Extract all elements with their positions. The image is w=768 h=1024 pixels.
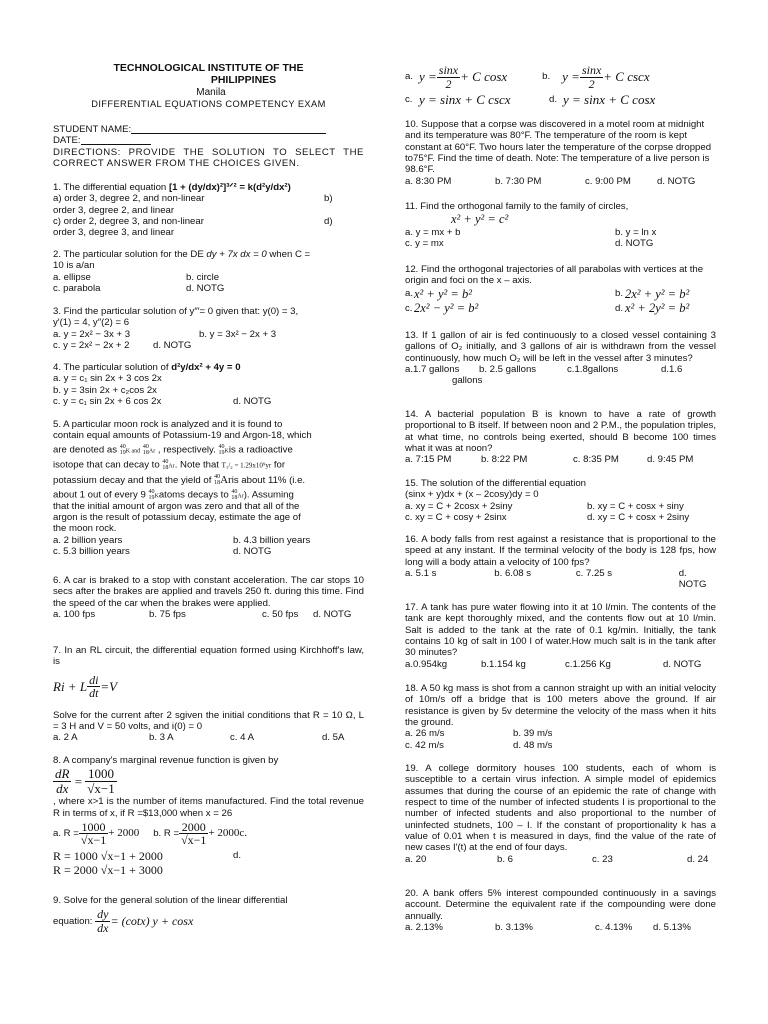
city: Manila xyxy=(196,86,226,98)
question-13 xyxy=(405,330,716,387)
q8-equation: $\frac{dR}{dx}$ = $\frac{1000}{√x-1}$ xyxy=(55,766,115,796)
q8-options-ab xyxy=(53,819,364,849)
q10-option-b[interactable]: b. 7:30 PM xyxy=(495,175,542,187)
q8-eq-rhs-den: √x−1 xyxy=(87,780,115,796)
q18-text: 18. A 50 kg mass is shot from a cannon straight up with an initial velocity of 10m/s off a bridge that is 100 meters above the ground. If air resistance is given by 5v determine the velocity of the mass when it hits the ground. xyxy=(405,683,716,728)
q5-half-life: T₁/₂ = 1.29x10⁹yr xyxy=(221,461,272,470)
q1-option-c[interactable]: c) order 2, degree 3, and non-linear xyxy=(53,215,204,227)
q11-option-c[interactable]: c. y = mx xyxy=(405,238,444,250)
q9-eq-num: dy xyxy=(97,907,109,922)
q11-text: 11. Find the orthogonal family to the family of circles, xyxy=(405,201,629,212)
q12-option-b[interactable]: 2x² + y² = b² xyxy=(625,286,690,301)
q7-option-a[interactable]: a. 2 A xyxy=(53,732,78,744)
q5-line4e: for xyxy=(273,459,286,471)
q18-option-d[interactable]: d. 48 m/s xyxy=(513,739,553,751)
question-5 xyxy=(53,419,364,557)
q3-option-b[interactable]: b. y = 3x² − 2x + 3 xyxy=(199,328,277,340)
q11-option-b[interactable]: b. y = ln x xyxy=(615,227,657,239)
q16-option-b[interactable]: b. 6.08 s xyxy=(494,567,532,579)
q5-potassium-symbol-2: K xyxy=(224,448,229,455)
q12-option-a[interactable]: x² + y² = b² xyxy=(414,286,472,301)
q5-mass-number: 40 xyxy=(119,443,126,450)
q15-option-a[interactable]: a. xy = C + 2cosx + 2siny xyxy=(405,500,513,512)
q5-potassium-symbol-3: K xyxy=(154,493,159,500)
q7-eq-left: Ri + L xyxy=(53,678,88,694)
q15-option-d[interactable]: d. xy = C + cosx + 2siny xyxy=(587,511,690,523)
question-4 xyxy=(53,362,364,407)
q8-option-b-num: 2000 xyxy=(179,821,208,835)
q9-option-a-num: sinx xyxy=(438,62,459,77)
q6-option-a[interactable]: a. 100 fps xyxy=(53,608,96,620)
q1-option-d[interactable]: order 3, degree 3, and linear xyxy=(53,227,175,239)
question-12 xyxy=(405,264,716,316)
q5-option-b[interactable]: b. 4.3 billion years xyxy=(233,534,311,546)
q14-option-b[interactable]: b. 8:22 PM xyxy=(481,454,528,466)
q2-text3: 10 is a/an xyxy=(53,260,95,272)
q5-mass-number-7: 40 xyxy=(231,488,238,495)
q19-option-b[interactable]: b. 6 xyxy=(497,853,514,865)
q2-equation: dy + 7x dx = 0 xyxy=(206,249,267,260)
q15-option-c[interactable]: c. xy = C + cosy + 2sinx xyxy=(405,511,507,523)
q5-line3d: , respectively. xyxy=(157,444,216,456)
q1-option-b-label[interactable]: b) xyxy=(324,193,333,205)
q9-eq-rhs: = (cotx) y + cosx xyxy=(110,914,194,929)
q1-option-b[interactable]: order 3, degree 2, and linear xyxy=(53,204,175,216)
q5-atomic-number-k-3: 19 xyxy=(148,494,155,501)
q8-option-a-tail[interactable]: + 2000 xyxy=(108,827,140,840)
q4-option-d[interactable]: d. NOTG xyxy=(233,395,272,407)
question-7 xyxy=(53,645,364,744)
q5-mass-number-6: 40 xyxy=(148,488,155,495)
question-14 xyxy=(405,409,716,466)
q5-line4a: isotope that can decay to xyxy=(53,459,160,471)
exam-title: DIFFERENTIAL EQUATIONS COMPETENCY EXAM xyxy=(91,98,326,109)
q3-option-c[interactable]: c. y = 2x² − 2x + 2 xyxy=(53,339,130,351)
q9-option-c[interactable]: y = sinx + C cscx xyxy=(419,92,511,107)
q13-option-b[interactable]: b. 2.5 gallons xyxy=(479,363,537,375)
question-6 xyxy=(53,575,364,620)
question-11 xyxy=(405,201,716,250)
q5-argon-symbol-3: Ar xyxy=(220,473,232,486)
q19-option-a[interactable]: a. 20 xyxy=(405,853,427,865)
q5-argon-symbol: Ar xyxy=(148,448,156,455)
q14-text: 14. A bacterial population B is known to have a rate of growth proportional to B itself. If between noon and 2 P.M., the population triples, at what time, no controls being exerted, should B become 100 times what it was at noon? xyxy=(405,409,716,454)
q17-option-d[interactable]: d. NOTG xyxy=(663,658,702,670)
q1-text: 1. The differential equation xyxy=(53,182,167,193)
q9-option-b-num: sinx xyxy=(581,62,602,77)
q5-atomic-number-k: 19 xyxy=(119,449,126,456)
q16-option-c[interactable]: c. 7.25 s xyxy=(575,567,613,579)
q7-option-b[interactable]: b. 3 A xyxy=(149,732,174,744)
q5-line7: that the initial amount of argon was zero and that all of the xyxy=(53,500,300,512)
q9-option-a-tail[interactable]: + C cosx xyxy=(460,69,508,85)
q5-atomic-number-ar: 18 xyxy=(142,449,149,456)
q5-line3a: are denoted as xyxy=(53,444,118,456)
question-18 xyxy=(405,683,716,751)
q2-text: 2. The particular solution for the DE xyxy=(53,249,204,260)
q8-eq-rhs-num: 1000 xyxy=(85,767,116,782)
q20-option-b[interactable]: b. 3.13% xyxy=(495,921,533,933)
q13-option-a-unit: gallons xyxy=(452,375,483,387)
q5-argon-symbol-2: Ar xyxy=(168,463,175,470)
q13-text: 13. If 1 gallon of air is fed continuously to a closed vessel containing 3 gallons of O₂ initially, and 3 gallons of air is withdrawn from the vessel continuously, how much O₂ will be left in the vessel after 3 minutes? xyxy=(405,330,716,364)
q12-option-b-label[interactable]: b. xyxy=(615,288,624,300)
q8-option-a-num: 1000 xyxy=(79,821,108,835)
q18-option-c[interactable]: c. 42 m/s xyxy=(405,739,444,751)
q5-mass-number-4: 40 xyxy=(162,458,169,465)
question-2 xyxy=(53,249,364,294)
q13-option-d[interactable]: d.1.6 xyxy=(661,363,683,375)
q5-option-a[interactable]: a. 2 billion years xyxy=(53,534,123,546)
q3-option-d[interactable]: d. NOTG xyxy=(153,339,192,351)
q5-atomic-number-k-2: 19 xyxy=(218,449,225,456)
question-15 xyxy=(405,478,716,523)
directions: DIRECTIONS: PROVIDE THE SOLUTION TO SELECT THE CORRECT ANSWER FROM THE CHOICES GIVEN. xyxy=(53,146,364,169)
q7-option-c[interactable]: c. 4 A xyxy=(230,732,254,744)
q2-option-c[interactable]: c. parabola xyxy=(53,282,101,294)
q9-eq-den: dx xyxy=(97,920,109,935)
q5-argon-symbol-4: Ar xyxy=(237,493,244,500)
q4-option-b[interactable]: b. y = 3sin 2x + c₂cos 2x xyxy=(53,384,157,396)
q14-option-a[interactable]: a. 7:15 PM xyxy=(405,454,452,466)
q6-option-c[interactable]: c. 50 fps xyxy=(262,608,299,620)
q9-text2: equation: xyxy=(53,915,93,927)
q12-text: 12. Find the orthogonal trajectories of all parabolas with vertices at the origin and foci on the x – axis. xyxy=(405,264,704,287)
q3-option-a[interactable]: a. y = 2x² − 3x + 3 xyxy=(53,328,131,340)
q2-option-a[interactable]: a. ellipse xyxy=(53,271,91,283)
q12-option-d-label[interactable]: d. xyxy=(615,303,624,315)
q7-option-d[interactable]: d. 5A xyxy=(322,732,345,744)
q20-option-d[interactable]: d. 5.13% xyxy=(653,921,691,933)
q7-eq-right: =V xyxy=(100,678,118,694)
q5-line6e: ). Assuming xyxy=(243,489,294,501)
q8-option-d-label[interactable]: d. xyxy=(233,850,242,862)
q9-option-a-eq[interactable]: y = xyxy=(419,69,437,85)
q9-option-b-tail[interactable]: + C cscx xyxy=(603,69,650,85)
q5-line5c: is about 11% (i.e. xyxy=(231,474,306,486)
q17-option-c[interactable]: c.1.256 Kg xyxy=(565,658,611,670)
q4-option-a[interactable]: a. y = c₁ sin 2x + 3 cos 2x xyxy=(53,373,162,385)
q18-option-b[interactable]: b. 39 m/s xyxy=(513,728,553,740)
question-19 xyxy=(405,763,716,865)
q12-option-c[interactable]: 2x² − y² = b² xyxy=(414,301,479,316)
q17-text: 17. A tank has pure water flowing into it at 10 l/min. The contents of the tank are kept thoroughly mixed, and the contents flow out at 10 l/min. Salt is added to the tank at the rate of 0.1 kg/min. Initially, the tank contains 10 kg of salt in 100 l of water.How much salt is in the tank after 30 minutes? xyxy=(405,602,716,659)
q16-option-a[interactable]: a. 5.1 s xyxy=(405,567,437,579)
q12-option-a-label[interactable]: a. xyxy=(405,288,414,300)
q4-option-c[interactable]: c. y = c₁ sin 2x + 6 cos 2x xyxy=(53,395,162,407)
q16-text: 16. A body falls from rest against a resistance that is proportional to the speed at any instant. If the terminal velocity of the body is 128 fps, how long will a body attain a velocity of 100 fps? xyxy=(405,534,716,568)
question-8 xyxy=(53,755,364,877)
q2-option-d[interactable]: d. NOTG xyxy=(186,282,225,294)
q3-text: 3. Find the particular solution of y″′= 0 given that: y(0) = 3, xyxy=(53,306,299,317)
question-10 xyxy=(405,119,716,187)
q8-eq-lhs-num: dR xyxy=(55,766,70,782)
q11-option-a[interactable]: a. y = mx + b xyxy=(405,227,461,239)
q4-equation: d²y/dx² + 4y = 0 xyxy=(171,362,241,373)
q6-text: 6. A car is braked to a stop with constant acceleration. The car stops 10 secs after the brakes are applied and travels 250 ft. during this time. Find the speed of the car when the brakes were applied. xyxy=(53,575,364,609)
q13-option-a[interactable]: a.1.7 gallons xyxy=(405,363,460,375)
q19-option-c[interactable]: c. 23 xyxy=(592,853,613,865)
q7-eq-num: di xyxy=(89,672,99,687)
q20-text: 20. A bank offers 5% interest compounded continuously in a savings account. Determine the equivalent rate if the compounding were done annually. xyxy=(405,888,716,922)
student-name-label: STUDENT NAME: xyxy=(53,124,132,135)
q5-mass-number-5: 40 xyxy=(214,474,221,481)
q5-potassium-symbol: K and xyxy=(125,448,141,455)
q11-equation: x² + y² = c² xyxy=(451,212,509,227)
q10-option-a[interactable]: a. 8:30 PM xyxy=(405,175,452,187)
date-label: DATE: xyxy=(53,135,81,147)
q12-option-c-label[interactable]: c. xyxy=(405,303,413,315)
q7-eq-den: dt xyxy=(89,686,99,701)
q1-equation: [1 + (dy/dx)²]³ᐟ² = k(d²y/dx²) xyxy=(168,182,291,193)
q8-option-d[interactable]: R = 2000 √x−1 + 3000 xyxy=(53,863,163,878)
q5-atomic-number-ar-2: 18 xyxy=(162,464,169,471)
q8-option-a-label[interactable]: a. R = xyxy=(53,828,79,840)
q17-option-b[interactable]: b.1.154 kg xyxy=(481,658,526,670)
q9-option-b-eq[interactable]: y = xyxy=(562,69,580,85)
q8-option-b-den: √x−1 xyxy=(181,833,207,848)
q5-atomic-number-ar-4: 18 xyxy=(231,494,238,501)
institution-line1: TECHNOLOGICAL INSTITUTE OF THE xyxy=(113,62,304,74)
q8-text2: , where x>1 is the number of items manufactured. Find the total revenue R in terms of x, if R =$13,000 when x = 26 xyxy=(53,796,364,819)
q9-option-a-label[interactable]: a. xyxy=(405,71,414,83)
q7-equation xyxy=(53,672,364,702)
q5-atomic-number-ar-3: 18 xyxy=(214,480,221,487)
q19-text: 19. A college dormitory houses 100 students, each of whom is susceptible to a certain virus infection. A simple model of epidemics assumes that during the course of an epidemic the rate of change with respect to time of the number of infected students I is proportional to the number of infected students and also proportional to the number of uninfected studnets, 100 – I. If the constant of proportionality k has a value of 0.01 when t is measured in days, find the value of the rate of new cases I′(t) at the end of four days. xyxy=(405,763,716,854)
question-16 xyxy=(405,534,716,591)
question-1 xyxy=(53,182,364,239)
q9-option-d-label[interactable]: d. xyxy=(549,94,558,105)
q10-option-d[interactable]: d. NOTG xyxy=(657,175,696,187)
q17-option-a[interactable]: a.0.954kg xyxy=(405,658,448,670)
q3-text2: y′(1) = 4, y″(2) = 6 xyxy=(53,317,130,329)
q5-line9: the moon rock. xyxy=(53,523,117,535)
q5-option-c[interactable]: c. 5.3 billion years xyxy=(53,545,130,557)
q5-option-d[interactable]: d. NOTG xyxy=(233,545,272,557)
q7-text: 7. In an RL circuit, the differential equation formed using Kirchhoff's law, is xyxy=(53,645,364,668)
question-17 xyxy=(405,602,716,670)
q8-option-a-den: √x−1 xyxy=(80,833,107,848)
date-field[interactable] xyxy=(81,135,151,145)
q16-option-d[interactable]: d. NOTG xyxy=(678,567,707,591)
q5-line6a: about 1 out of every 9 xyxy=(53,489,146,501)
q2-option-b[interactable]: b. circle xyxy=(186,271,220,283)
q5-line5a: potassium decay and that the yield of xyxy=(53,474,212,486)
institution-title xyxy=(53,62,364,110)
q20-option-a[interactable]: a. 2.13% xyxy=(405,921,443,933)
q8-option-b-label[interactable]: b. R = xyxy=(153,828,180,840)
q5-mass-number-2: 40 xyxy=(142,443,149,450)
q9-option-b-label[interactable]: b. xyxy=(542,71,551,83)
q5-line6c: atoms decays to xyxy=(158,489,229,501)
q9-option-c-label[interactable]: c. xyxy=(405,94,413,105)
q10-option-c[interactable]: c. 9:00 PM xyxy=(585,175,631,187)
question-9 xyxy=(53,895,364,936)
q5-line2: contain equal amounts of Potassium-19 and Argon-18, which xyxy=(53,430,312,442)
q9-option-d[interactable]: y = sinx + C cosx xyxy=(563,92,656,107)
q14-option-c[interactable]: c. 8:35 PM xyxy=(573,454,619,466)
question-20 xyxy=(405,888,716,933)
q5-line1: 5. A particular moon rock is analyzed and it is found to xyxy=(53,419,283,430)
q9-options xyxy=(405,62,716,107)
q10-text: 10. Suppose that a corpse was discovered in a motel room at midnight and its temperature was 80°F. The temperature of the room is kept constant at 60°F. Two hours later the temperature of the corpse dropped to75°F. Find the time of death. Note: The temperature of a live person is 98.6°F. xyxy=(405,119,712,176)
q8-text: 8. A company's marginal revenue function is given by xyxy=(53,755,279,766)
q4-text: 4. The particular solution of xyxy=(53,362,169,373)
q13-option-c[interactable]: c.1.8gallons xyxy=(567,363,619,375)
q15-text: 15. The solution of the differential equation xyxy=(405,478,586,489)
q15-option-b[interactable]: b. xy = C + cosx + siny xyxy=(587,500,684,512)
q9-option-a-den: 2 xyxy=(445,76,452,91)
question-3 xyxy=(53,306,364,351)
q11-option-d[interactable]: d. NOTG xyxy=(615,238,654,250)
q5-mass-number-3: 40 xyxy=(218,443,225,450)
q20-option-c[interactable]: c. 4.13% xyxy=(595,921,633,933)
q9-equation xyxy=(53,906,364,936)
q8-option-b-tail[interactable]: + 2000c. xyxy=(208,827,248,840)
student-name-field[interactable] xyxy=(131,124,326,134)
q5-line4c: . Note that xyxy=(174,459,219,471)
q18-option-a[interactable]: a. 26 m/s xyxy=(405,728,445,740)
q6-option-b[interactable]: b. 75 fps xyxy=(149,608,186,620)
q19-option-d[interactable]: d. 24 xyxy=(687,853,709,865)
institution-line2: PHILIPPINES xyxy=(210,74,277,87)
q8-option-c[interactable]: R = 1000 √x−1 + 2000 xyxy=(53,848,163,863)
q15-equation: (sinx + y)dx + (x – 2cosy)dy = 0 xyxy=(405,489,539,501)
q1-option-a[interactable]: a) order 3, degree 2, and non-linear xyxy=(53,193,205,205)
q5-line8: argon is the result of potassium decay, estimate the age of xyxy=(53,511,301,523)
q2-text2: when C = xyxy=(269,249,311,260)
q9-text: 9. Solve for the general solution of the linear differential xyxy=(53,895,288,906)
student-info xyxy=(53,124,364,169)
q14-option-d[interactable]: d. 9:45 PM xyxy=(647,454,694,466)
q8-eq-lhs-den: dx xyxy=(56,780,69,796)
q5-line3f: is a radioactive xyxy=(228,444,293,456)
q6-option-d[interactable]: d. NOTG xyxy=(313,608,352,620)
q9-option-b-den: 2 xyxy=(588,76,595,91)
q1-option-d-label[interactable]: d) xyxy=(324,215,333,227)
q12-option-d[interactable]: x² + 2y² = b² xyxy=(625,301,690,316)
q7-text2: Solve for the current after 2 sgiven the initial conditions that R = 10 Ω, L = 3 H and V = 50 volts, and i(0) = 0 xyxy=(53,709,364,732)
